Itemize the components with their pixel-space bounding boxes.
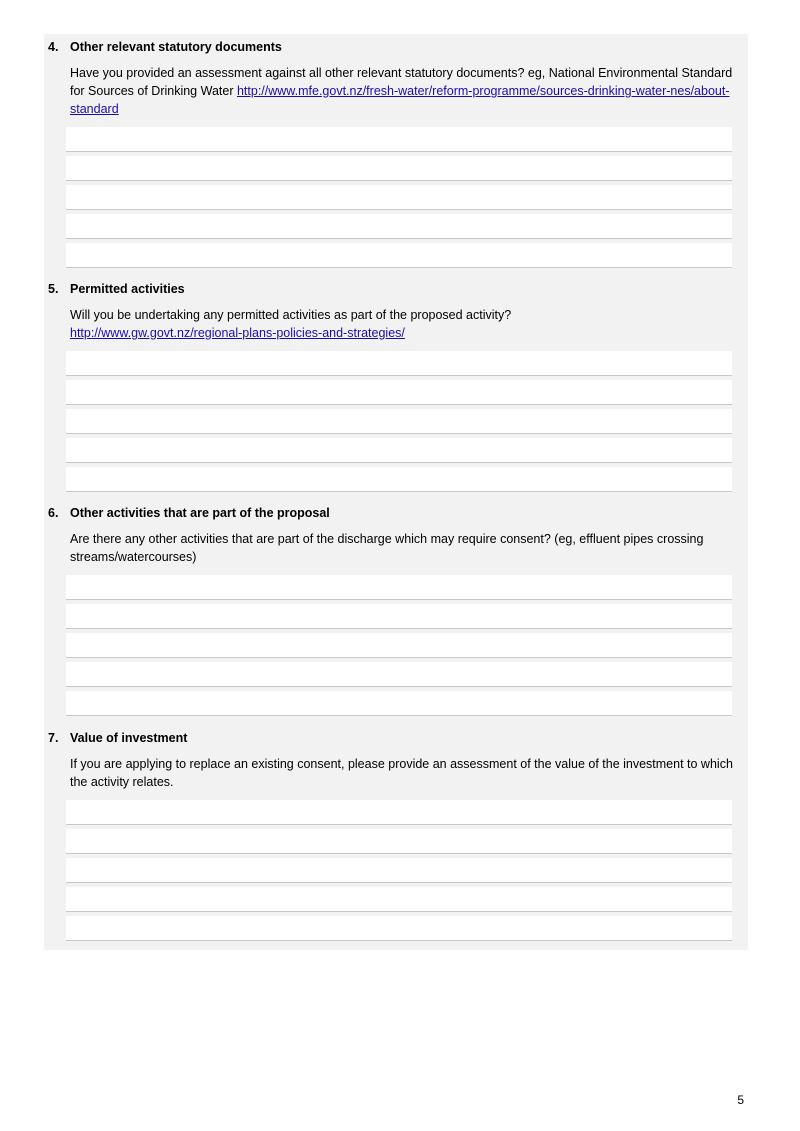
answer-line[interactable]	[66, 858, 732, 883]
page-number: 5	[737, 1093, 744, 1107]
answer-line[interactable]	[66, 829, 732, 854]
answer-line[interactable]	[66, 380, 732, 405]
section-5	[48, 282, 738, 498]
answer-line[interactable]	[66, 887, 732, 912]
section-number: 6.	[48, 506, 59, 520]
section-heading	[48, 506, 330, 520]
answer-line[interactable]	[66, 604, 732, 629]
answer-line[interactable]	[66, 156, 732, 181]
section-title: Other relevant statutory documents	[70, 40, 282, 54]
description-text: Are there any other activities that are part of the discharge which may require consent? (eg, effluent pipes crossing streams/watercourses)	[70, 532, 704, 564]
section-7	[48, 731, 738, 947]
answer-line[interactable]	[66, 438, 732, 463]
section-6	[48, 506, 738, 722]
answer-line[interactable]	[66, 127, 732, 152]
answer-line[interactable]	[66, 409, 732, 434]
section-title: Value of investment	[70, 731, 188, 745]
section-description	[70, 530, 734, 566]
section-4	[48, 40, 738, 272]
section-description	[70, 306, 734, 342]
answer-line[interactable]	[66, 575, 732, 600]
section-number: 7.	[48, 731, 59, 745]
description-text: If you are applying to replace an existing consent, please provide an assessment of the value of the investment to which the activity relates.	[70, 757, 733, 789]
answer-line[interactable]	[66, 243, 732, 268]
nes-standard-link[interactable]: http://www.mfe.govt.nz/fresh-water/reform-programme/sources-drinking-water-nes/about-standard	[70, 84, 730, 116]
section-description	[70, 755, 734, 791]
answer-line[interactable]	[66, 633, 732, 658]
section-description	[70, 64, 734, 118]
section-title: Permitted activities	[70, 282, 185, 296]
answer-line[interactable]	[66, 691, 732, 716]
section-number: 4.	[48, 40, 59, 54]
section-heading	[48, 40, 282, 54]
answer-line[interactable]	[66, 351, 732, 376]
section-heading	[48, 282, 185, 296]
regional-plans-link[interactable]: http://www.gw.govt.nz/regional-plans-policies-and-strategies/	[70, 326, 405, 340]
answer-line[interactable]	[66, 800, 732, 825]
description-text: Have you provided an assessment against all other relevant statutory documents? eg, National Environmental Standard for Sources of Drinking Water	[70, 66, 733, 98]
answer-line[interactable]	[66, 214, 732, 239]
description-text: Will you be undertaking any permitted activities as part of the proposed activity?	[70, 308, 512, 322]
answer-line[interactable]	[66, 662, 732, 687]
section-heading	[48, 731, 187, 745]
section-number: 5.	[48, 282, 59, 296]
answer-line[interactable]	[66, 467, 732, 492]
section-title: Other activities that are part of the proposal	[70, 506, 330, 520]
answer-line[interactable]	[66, 185, 732, 210]
answer-line[interactable]	[66, 916, 732, 941]
